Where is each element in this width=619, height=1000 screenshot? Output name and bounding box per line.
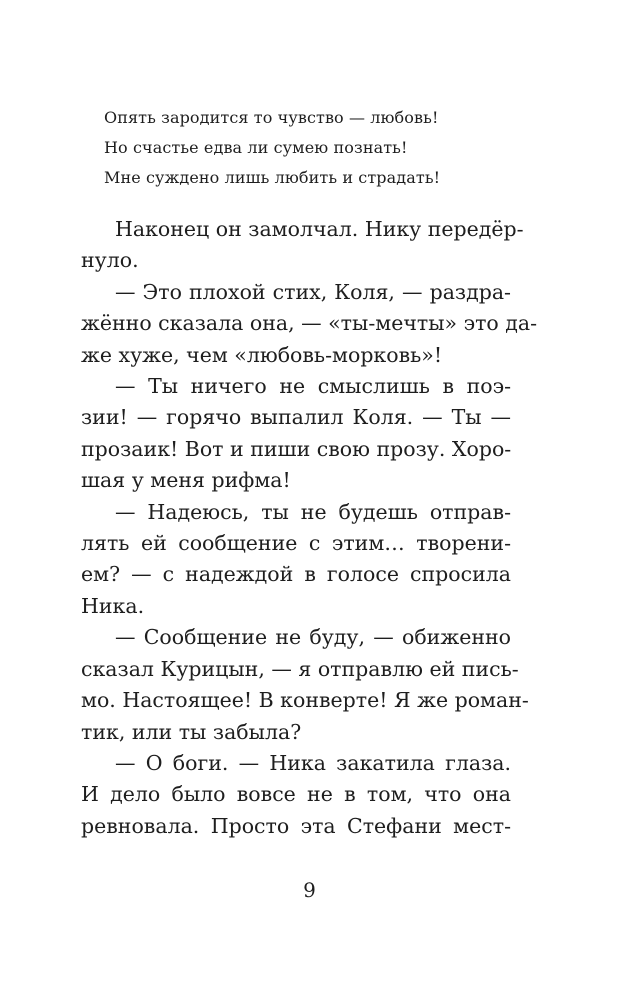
prose-line: зии! — горячо выпалил Коля. — Ты — [81,405,511,430]
prose-line: шая у меня рифма! [81,468,291,493]
prose-line: — Это плохой стих, Коля, — раздра- [115,279,511,304]
page-number: 9 [303,878,316,902]
prose-line: И дело было вовсе не в том, что она [81,782,511,807]
prose-line: тик, или ты забыла? [81,719,302,744]
prose-line: нуло. [81,248,139,273]
prose-line: сказал Курицын, — я отправлю ей пись- [81,656,519,681]
prose-line: — О боги. — Ника закатила глаза. [115,750,511,775]
prose-line: жённо сказала она, — «ты-мечты» это да- [81,311,538,336]
prose-line: — Надеюсь, ты не будешь отправ- [115,499,511,524]
prose-line: — Сообщение не буду, — обиженно [115,625,511,650]
prose-block [81,214,538,842]
prose-line: лять ей сообщение с этим… творени- [81,531,511,556]
prose-line: — Ты ничего не смыслишь в поэ- [115,374,511,399]
prose-line: же хуже, чем «любовь-морковь»! [81,342,443,367]
prose-line: ем? — с надеждой в голосе спросила [81,562,511,587]
poem-block [104,103,524,193]
prose-line: прозаик! Вот и пиши свою прозу. Хоро- [81,436,512,461]
prose-line: ревновала. Просто эта Стефани мест- [81,813,511,838]
prose-line: Ника. [81,593,145,618]
poem-line: Но счастье едва ли сумею познать! [104,138,408,157]
prose-line: Наконец он замолчал. Нику передёр- [115,217,524,241]
prose-line: мо. Настоящее! В конверте! Я же роман- [81,688,529,713]
poem-line: Мне суждено лишь любить и страдать! [104,168,441,187]
poem-line: Опять зародится то чувство — любовь! [104,108,439,127]
